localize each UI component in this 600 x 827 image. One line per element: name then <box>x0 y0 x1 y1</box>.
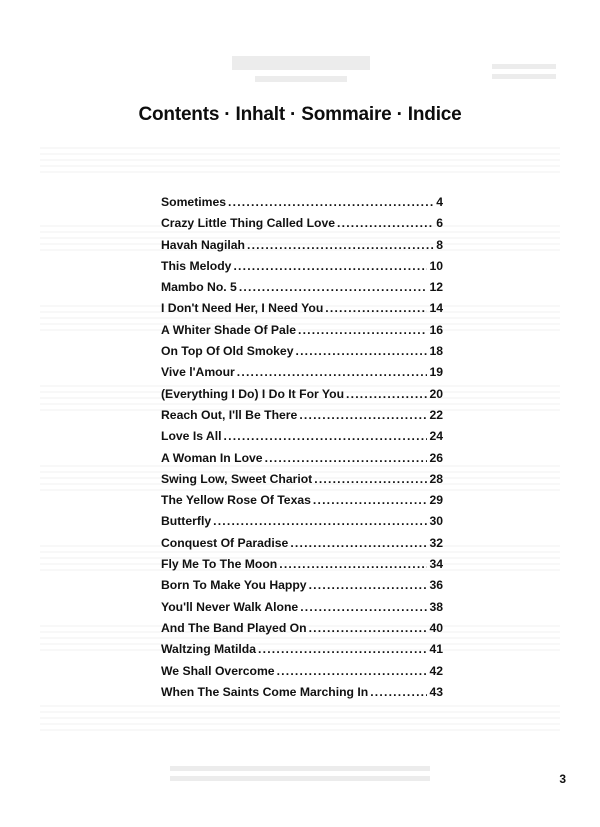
leader-dots <box>247 238 434 252</box>
toc-entry-page: 41 <box>429 642 443 657</box>
toc-entry <box>161 642 443 663</box>
toc-entry-title: A Whiter Shade Of Pale <box>161 322 296 337</box>
toc-entry <box>161 493 443 514</box>
leader-dots <box>300 600 427 614</box>
toc-entry-page: 18 <box>429 344 443 359</box>
page-number: 3 <box>559 772 566 786</box>
leader-dots <box>309 621 428 635</box>
toc-entry-title: On Top Of Old Smokey <box>161 344 294 359</box>
leader-dots <box>325 301 427 315</box>
toc-entry-title: Swing Low, Sweet Chariot <box>161 471 313 486</box>
toc-entry-page: 34 <box>429 557 443 572</box>
leader-dots <box>290 536 427 550</box>
toc-entry <box>161 557 443 578</box>
leader-dots <box>258 642 427 656</box>
toc-entry-title: Conquest Of Paradise <box>161 535 289 550</box>
toc-entry-title: (Everything I Do) I Do It For You <box>161 386 345 401</box>
leader-dots <box>265 451 428 465</box>
toc-entry-page: 20 <box>429 386 443 401</box>
toc-entry-title: Sometimes <box>161 195 227 209</box>
toc-entry-page: 29 <box>429 493 443 508</box>
table-of-contents <box>161 195 443 706</box>
toc-entry <box>161 387 443 408</box>
leader-dots <box>233 259 427 273</box>
toc-entry <box>161 259 443 280</box>
toc-entry-title: Havah Nagilah <box>161 237 245 252</box>
toc-entry-title: Reach Out, I'll Be There <box>161 407 298 422</box>
toc-entry-page: 19 <box>429 365 443 380</box>
toc-entry <box>161 685 443 706</box>
leader-dots <box>213 514 427 528</box>
toc-entry <box>161 536 443 557</box>
toc-entry <box>161 344 443 365</box>
toc-entry <box>161 621 443 642</box>
toc-entry-page: 28 <box>429 471 443 486</box>
toc-entry-title: The Yellow Rose Of Texas <box>161 493 311 508</box>
leader-dots <box>346 387 427 401</box>
toc-entry-page: 32 <box>429 535 443 550</box>
toc-entry-title: A Woman In Love <box>161 450 263 465</box>
toc-entry <box>161 323 443 344</box>
toc-entry-page: 4 <box>436 195 443 209</box>
toc-entry <box>161 514 443 535</box>
leader-dots <box>299 408 427 422</box>
toc-entry-page: 38 <box>429 599 443 614</box>
toc-entry-title: You'll Never Walk Alone <box>161 599 299 614</box>
toc-entry-title: Butterfly <box>161 514 212 529</box>
toc-entry-page: 40 <box>429 620 443 635</box>
toc-entry-page: 6 <box>436 216 443 231</box>
toc-entry <box>161 429 443 450</box>
leader-dots <box>313 493 428 507</box>
toc-entry <box>161 578 443 599</box>
page-title: Contents · Inhalt · Sommaire · Indice <box>138 104 462 125</box>
toc-entry <box>161 195 443 216</box>
toc-entry-page: 43 <box>429 684 443 699</box>
toc-entry-page: 10 <box>429 258 443 273</box>
toc-entry-page: 42 <box>429 663 443 678</box>
toc-entry-title: Fly Me To The Moon <box>161 557 278 572</box>
leader-dots <box>309 578 428 592</box>
toc-entry-title: This Melody <box>161 258 232 273</box>
toc-entry-title: Love Is All <box>161 429 222 444</box>
toc-entry-page: 12 <box>429 280 443 295</box>
toc-entry <box>161 664 443 685</box>
toc-entry-page: 16 <box>429 322 443 337</box>
leader-dots <box>370 685 427 699</box>
toc-entry-page: 8 <box>436 237 443 252</box>
toc-entry-page: 36 <box>429 578 443 593</box>
leader-dots <box>279 557 427 571</box>
leader-dots <box>239 280 428 294</box>
toc-entry-title: When The Saints Come Marching In <box>161 684 369 699</box>
toc-entry-title: Born To Make You Happy <box>161 578 307 593</box>
toc-entry <box>161 408 443 429</box>
toc-entry <box>161 280 443 301</box>
toc-entry-title: And The Band Played On <box>161 620 307 635</box>
leader-dots <box>277 664 428 678</box>
leader-dots <box>228 195 434 209</box>
toc-entry-page: 14 <box>429 301 443 316</box>
toc-entry-title: I Don't Need Her, I Need You <box>161 301 324 316</box>
toc-entry <box>161 600 443 621</box>
toc-entry <box>161 238 443 259</box>
toc-entry-title: Mambo No. 5 <box>161 280 237 295</box>
toc-entry-title: Vive l'Amour <box>161 365 235 380</box>
toc-entry-page: 24 <box>429 429 443 444</box>
leader-dots <box>337 216 434 230</box>
leader-dots <box>296 344 428 358</box>
toc-entry-page: 22 <box>429 407 443 422</box>
toc-entry <box>161 216 443 237</box>
toc-entry <box>161 365 443 386</box>
toc-entry <box>161 451 443 472</box>
toc-entry-page: 30 <box>429 514 443 529</box>
leader-dots <box>298 323 427 337</box>
toc-entry-title: Waltzing Matilda <box>161 642 257 657</box>
leader-dots <box>224 429 428 443</box>
toc-entry-page: 26 <box>429 450 443 465</box>
toc-entry <box>161 301 443 322</box>
toc-entry-title: Crazy Little Thing Called Love <box>161 216 336 231</box>
toc-entry-title: We Shall Overcome <box>161 663 275 678</box>
leader-dots <box>314 472 427 486</box>
toc-entry <box>161 472 443 493</box>
leader-dots <box>237 365 428 379</box>
